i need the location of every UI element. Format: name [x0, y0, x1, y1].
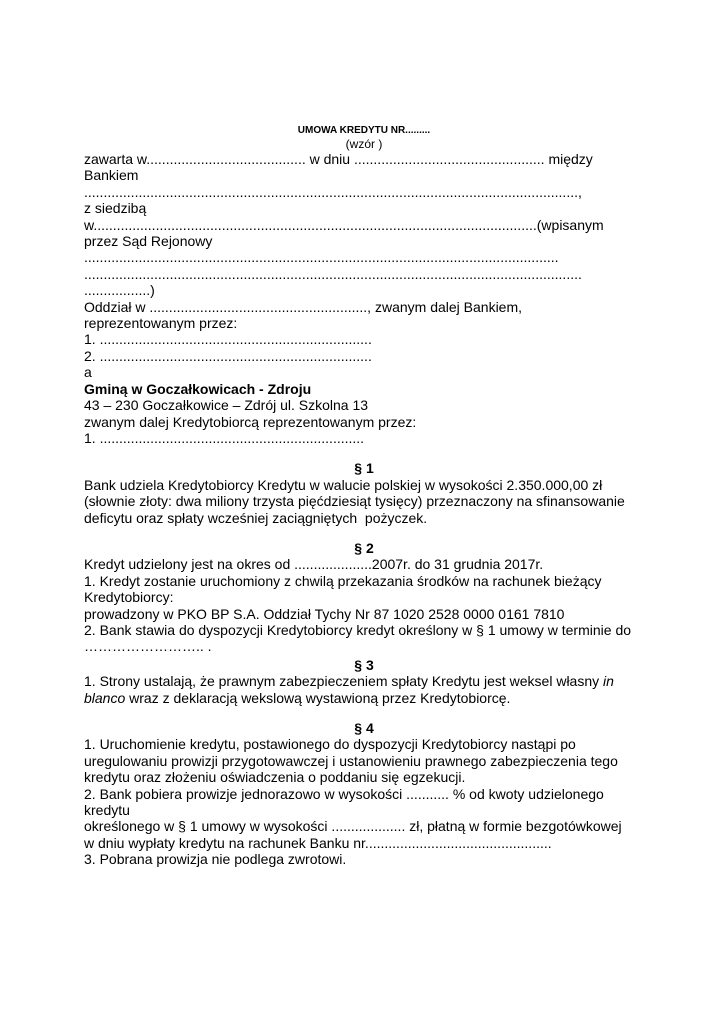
intro-line: ................................................................................................................................: [84, 265, 582, 282]
intro-line: Oddział w ........................................................, zwanym dalej Bankiem,: [84, 298, 523, 315]
intro-line: zawarta w......................................... w dniu ................................................. między: [84, 151, 593, 167]
section-1-heading: § 1: [354, 460, 374, 477]
section-3-italic: blanco: [84, 689, 126, 706]
intro-line: reprezentowanym przez:: [84, 315, 238, 332]
intro-line: w..................................................................................................................(wpisanym: [84, 216, 604, 233]
intro-line: Bankiem: [84, 167, 139, 184]
section-4-line: kredytu oraz złożeniu oświadczenia o poddaniu się egzekucji.: [84, 769, 466, 786]
section-2-line: Kredyt udzielony jest na okres od ....................2007r. do 31 grudnia 2017r.: [84, 556, 544, 573]
section-2-line: prowadzony w PKO BP S.A. Oddział Tychy Nr 87 1020 2528 0000 0161 7810: [84, 605, 565, 622]
section-1-line: (słownie złoty: dwa miliony trzysta pięćdziesiąt tysięcy) przeznaczony na sfinansowanie: [84, 493, 625, 510]
intro-block: [84, 151, 644, 381]
section-3-italic: in: [603, 673, 614, 690]
section-4-line: określonego w § 1 umowy w wysokości ................... zł, płatną w formie bezgotówkowej: [84, 818, 622, 835]
borrower-name: Gminą w Goczałkowicach - Zdroju: [84, 380, 312, 397]
section-4-line: w dniu wypłaty kredytu na rachunek Banku nr................................................: [84, 834, 552, 851]
borrower-line: 43 – 230 Goczałkowice – Zdrój ul. Szkolna 13: [84, 397, 369, 414]
intro-line: 2. ......................................................................: [84, 347, 372, 364]
section-4-line: uregulowaniu prowizji przygotowawczej i ustanowieniu prawnego zabezpieczenia tego: [84, 752, 618, 769]
borrower-line: zwanym dalej Kredytobiorcą reprezentowanym przez:: [84, 413, 417, 430]
document-title: UMOWA KREDYTU NR.........: [297, 125, 431, 136]
document-subtitle: (wzór ): [345, 137, 383, 151]
document-page: [84, 124, 644, 868]
section-2-line: 2. Bank stawia do dyspozycji Kredytobiorcy kredyt określony w § 1 umowy w terminie do: [84, 621, 632, 638]
section-2-line: …………………….. .: [84, 638, 212, 655]
section-3-heading: § 3: [354, 656, 374, 673]
intro-line: ...............................................................................................................................,: [84, 183, 582, 200]
section-4-heading: § 4: [354, 720, 374, 736]
intro-line: z siedzibą: [84, 200, 147, 217]
section-3-text: wraz z deklaracją wekslową wystawioną przez Kredytobiorcę.: [125, 689, 511, 706]
section-3-line: [84, 690, 644, 706]
intro-line: przez Sąd Rejonowy: [84, 233, 213, 250]
section-2-line: 1. Kredyt zostanie uruchomiony z chwilą przekazania środków na rachunek bieżący: [84, 572, 602, 589]
section-4-line: kredytu: [84, 802, 130, 819]
section-1-line: Bank udziela Kredytobiorcy Kredytu w walucie polskiej w wysokości 2.350.000,00 zł: [84, 476, 603, 493]
section-4-line: 3. Pobrana prowizja nie podlega zwrotowi.: [84, 851, 347, 868]
section-4-line: 1. Uruchomienie kredytu, postawionego do dyspozycji Kredytobiorcy nastąpi po: [84, 736, 576, 753]
intro-line: ..........................................................................................................................: [84, 249, 559, 266]
intro-line: 1. ......................................................................: [84, 331, 372, 348]
intro-line: a: [84, 364, 92, 381]
section-4-line: 2. Bank pobiera prowizje jednorazowo w wysokości ........... % od kwoty udzielonego: [84, 785, 604, 802]
borrower-line: 1. ....................................................................: [84, 429, 365, 446]
section-3-text: 1. Strony ustalają, że prawnym zabezpieczeniem spłaty Kredytu jest weksel własny: [84, 673, 604, 690]
section-1-line: deficytu oraz spłaty wcześniej zaciągniętych pożyczek.: [84, 509, 428, 526]
section-3-line: [84, 673, 644, 689]
intro-line: .................): [84, 282, 155, 299]
section-2-line: Kredytobiorcy:: [84, 589, 174, 606]
section-2-heading: § 2: [354, 539, 374, 556]
